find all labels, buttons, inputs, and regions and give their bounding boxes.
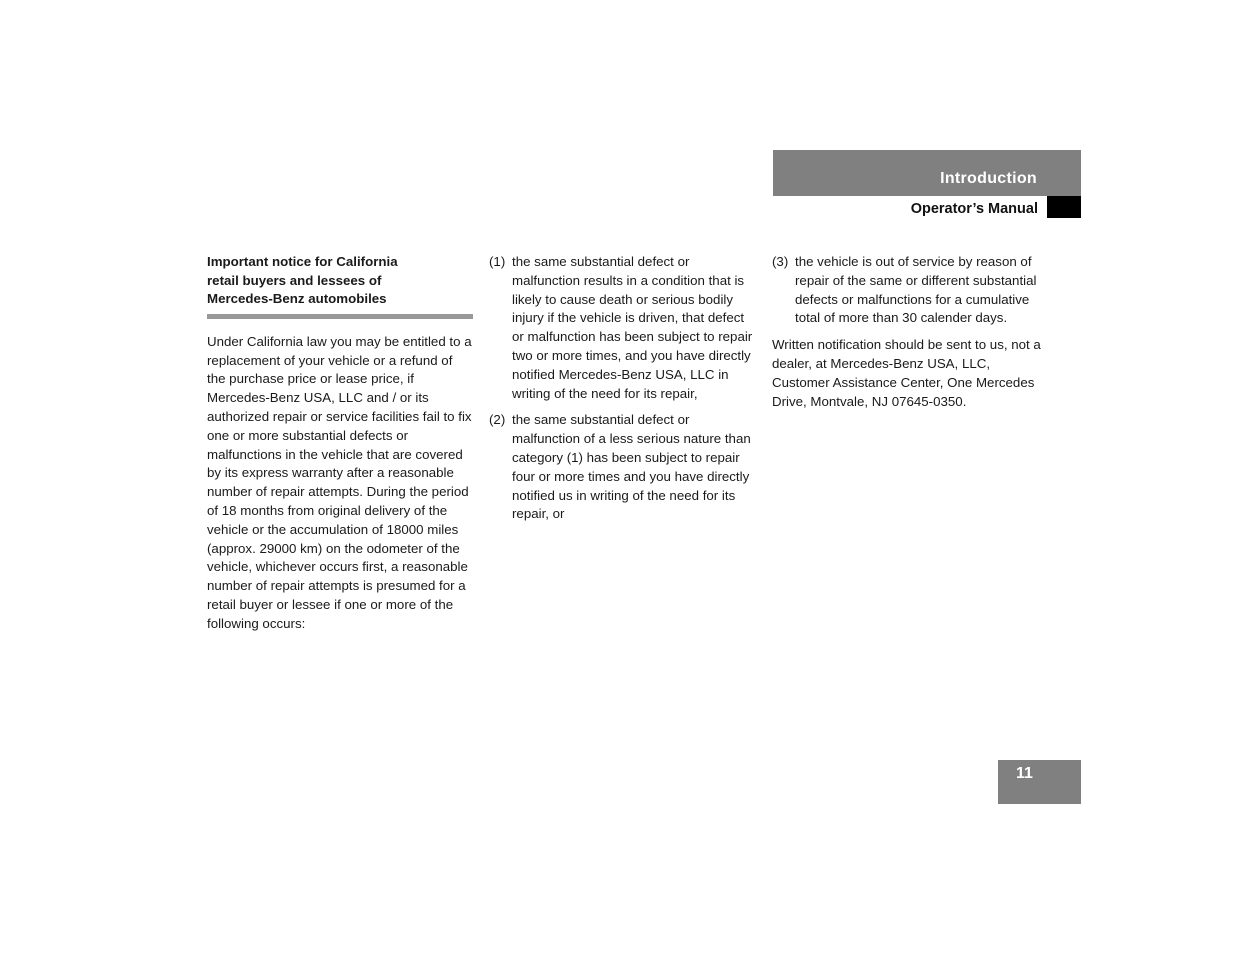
section-title: Introduction bbox=[940, 170, 1037, 187]
column-1 bbox=[207, 253, 473, 634]
section-marker bbox=[1047, 196, 1081, 218]
list-item bbox=[772, 253, 1042, 328]
list-item-number: (2) bbox=[489, 412, 506, 428]
page-number-tab bbox=[998, 760, 1081, 804]
subsection-title: Operator’s Manual bbox=[910, 201, 1038, 217]
heading-divider bbox=[207, 314, 473, 319]
notification-address: Written notification should be sent to us, not a dealer, at Mercedes-Benz USA, LLC, Customer Assistance Center, One Mercedes Drive, Montvale, NJ 07645-0350. bbox=[772, 337, 1041, 409]
section-tab bbox=[773, 150, 1081, 196]
list-item-text: the same substantial defect or malfunction results in a condition that is likely to cause death or serious bodily injury if the vehicle is driven, that defect or malfunction has been subject to repair two or more times, and you have directly notified Mercedes-Benz USA, LLC in writing of the need for its repair, bbox=[512, 254, 753, 401]
list-item-number: (1) bbox=[489, 254, 506, 269]
notice-heading: Important notice for California retail buyers and lessees of Mercedes-Benz automobiles bbox=[207, 254, 398, 307]
page-number: 11 bbox=[1016, 765, 1033, 782]
list-item-text: the vehicle is out of service by reason of repair of the same or different substantial defects or malfunctions for a cumulative total of more than 30 calender days. bbox=[795, 254, 1037, 326]
column-3 bbox=[772, 253, 1042, 411]
list-item-text: the same substantial defect or malfunction of a less serious nature than category (1) has been subject to repair four or more times and you have directly notified us in writing of the need for its repair, or bbox=[512, 412, 751, 522]
notice-body: Under California law you may be entitled to a replacement of your vehicle or a refund of the purchase price or lease price, if Mercedes-Benz USA, LLC and / or its authorized repair or service facilities fail to fix one or more substantial defects or malfunctions in the vehicle that are covered by its express warranty after a reasonable number of repair attempts. During the period of 18 months from original delivery of the vehicle or the accumulation of 18000 miles (approx. 29000 km) on the odometer of the vehicle, whichever occurs first, a reasonable number of repair attempts is presumed for a retail buyer or lessee if one or more of the following occurs: bbox=[207, 333, 472, 631]
column-2 bbox=[489, 253, 759, 532]
list-item bbox=[489, 411, 759, 524]
list-item bbox=[489, 253, 759, 403]
list-item-number: (3) bbox=[772, 254, 789, 269]
